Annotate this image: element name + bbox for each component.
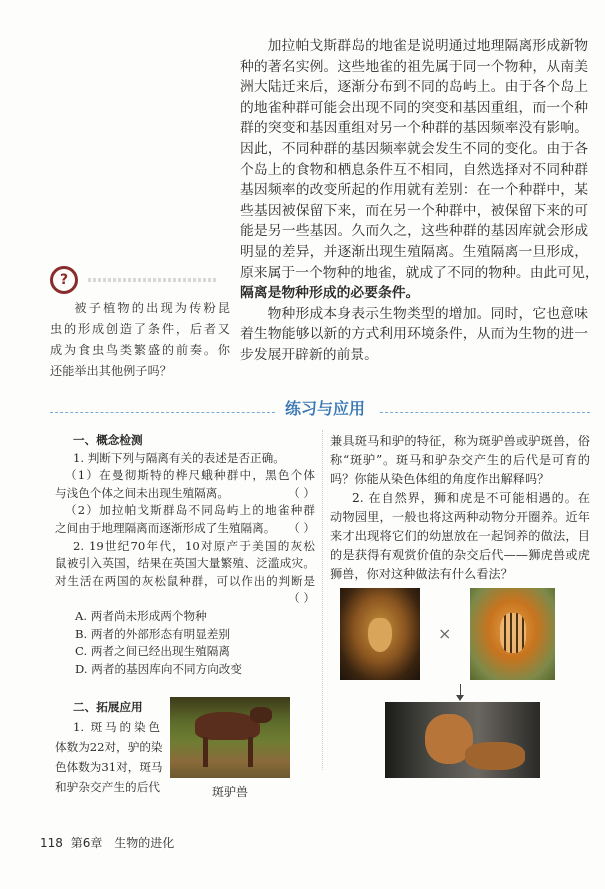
question-3-line: 吗？你能从染色体组的角度作出解释吗？	[330, 472, 550, 486]
question-1-2-cont: 之间由于地理隔离而逐渐形成了生殖隔离。	[55, 520, 276, 535]
text-line: 原来属于一个物种的地雀，就成了不同的物种。由此可见，	[240, 264, 599, 281]
text-line: 加拉帕戈斯群岛的地雀是说明通过地理隔离形成新物	[267, 38, 588, 54]
answer-blank[interactable]: （ ）	[288, 591, 315, 606]
question-3-line: 兼具斑马和驴的特征，称为斑驴兽或驴斑兽，俗	[330, 434, 590, 448]
text-line: 物种形成本身表示生物类型的增加。同时，它也意味	[267, 305, 588, 322]
sidebar-line: 虫的形成创造了条件，后者又	[50, 322, 230, 336]
question-3: 1. 斑马的染色	[73, 720, 160, 734]
question-4-line: 狮兽，你对这种做法有什么看法？	[330, 567, 513, 581]
lion-photo	[340, 588, 420, 680]
exercises-right	[330, 432, 590, 584]
text-line: 基因频率的改变所起的作用就有差别：在一个种群中，某	[240, 182, 588, 199]
option-d[interactable]: D. 两者的基因库向不同方向改变	[75, 661, 242, 676]
sidebar-line: 成为食虫鸟类繁盛的前奏。你	[50, 343, 230, 357]
text-line: 种的著名实例。这些地雀的祖先属于同一个物种，从南美	[240, 58, 588, 75]
question-2-line: 鼠被引入英国，结果在英国大量繁殖、泛滥成灾。	[55, 556, 315, 571]
tiger-photo	[470, 588, 555, 680]
arrow-head-icon	[456, 695, 464, 701]
text-line: 因此，不同种群的基因频率就会发生不同的变化。由于各	[240, 140, 588, 157]
question-3-line: 体数为22对，驴的染	[55, 740, 163, 754]
text-line: 的地雀种群可能会出现不同的突变和基因重组，而一个种	[240, 99, 588, 116]
answer-blank[interactable]: （ ）	[288, 485, 315, 500]
liger-photo	[385, 702, 540, 778]
text-line: 步发展开辟新的前景。	[240, 346, 378, 363]
part2-title: 二、拓展应用	[73, 700, 143, 714]
page-footer	[40, 834, 174, 851]
text-line: 着生物能够以新的方式利用环境条件，从而为生物的进一	[240, 326, 588, 343]
page-number: 118	[40, 836, 63, 850]
text-line: 些基因被保留下来，而在另一个种群中，被保留下来的可	[240, 202, 588, 219]
question-3-line: 色体数为31对，斑马	[55, 760, 163, 774]
question-4-line: 来才出现将它们的幼崽放在一起饲养的做法，目	[330, 529, 590, 543]
text-line: 洲大陆迁来后，逐渐分布到不同的岛屿上。由于各个岛上	[240, 79, 588, 96]
main-text	[240, 36, 599, 366]
question-icon: ?	[50, 266, 78, 294]
text-line: 能是另一些基因。久而久之，这些种群的基因库就会形成	[240, 223, 588, 240]
answer-blank[interactable]: （ ）	[288, 520, 315, 535]
question-1-2: （2）加拉帕戈斯群岛不同岛屿上的地雀种群	[65, 503, 315, 518]
question-4: 2. 在自然界，狮和虎是不可能相遇的。在	[352, 491, 590, 505]
text-line: 群的突变和基因重组对另一个种群的基因频率没有影响。	[240, 120, 588, 137]
conclusion-text: 隔离是物种形成的必要条件。	[240, 285, 420, 302]
part2-block	[55, 697, 163, 797]
column-divider	[322, 430, 323, 770]
section-title: 练习与应用	[275, 399, 375, 419]
chapter-number: 第6章	[70, 836, 103, 850]
text-line: 个岛上的食物和栖息条件互不相同，自然选择对不同种群	[240, 161, 588, 178]
cross-symbol: ×	[438, 624, 452, 643]
question-2: 2. 19世纪70年代，10对原产于美国的灰松	[73, 538, 315, 553]
question-1: 1. 判断下列与隔离有关的表述是否正确。	[73, 450, 285, 465]
option-b[interactable]: B. 两者的外部形态有明显差别	[75, 626, 231, 641]
question-4-line: 动物园里，一般也将这两种动物分开圈养。近年	[330, 510, 590, 524]
question-1-1: （1）在曼彻斯特的桦尺蛾种群中，黑色个体	[65, 468, 315, 483]
option-a[interactable]: A. 两者尚未形成两个物种	[75, 608, 207, 623]
photo-caption: 斑驴兽	[212, 785, 249, 799]
divider	[88, 278, 218, 282]
question-3-line: 称“斑驴”。斑马和驴杂交产生的后代是可育的	[330, 453, 590, 467]
zebroid-photo	[170, 697, 290, 778]
question-3-line: 和驴杂交产生的后代	[55, 780, 160, 794]
question-1-1-cont: 与浅色个体之间未出现生殖隔离。	[55, 485, 229, 500]
question-4-line: 的是获得有观赏价值的杂交后代——狮虎兽或虎	[330, 548, 590, 562]
chapter-title: 生物的进化	[114, 836, 175, 850]
sidebar-line: 被子植物的出现为传粉昆	[74, 301, 230, 315]
part1-title: 一、概念检测	[73, 433, 143, 447]
option-c[interactable]: C. 两者之间已经出现生殖隔离	[75, 644, 230, 659]
sidebar-question	[50, 266, 230, 382]
sidebar-line: 还能举出其他例子吗？	[50, 364, 172, 378]
question-2-line: 对生活在两国的灰松鼠种群，可以作出的判断是	[55, 573, 315, 588]
exercises-left	[55, 432, 315, 678]
text-line: 明显的差异，并逐渐出现生殖隔离。生殖隔离一旦形成，	[240, 243, 588, 260]
